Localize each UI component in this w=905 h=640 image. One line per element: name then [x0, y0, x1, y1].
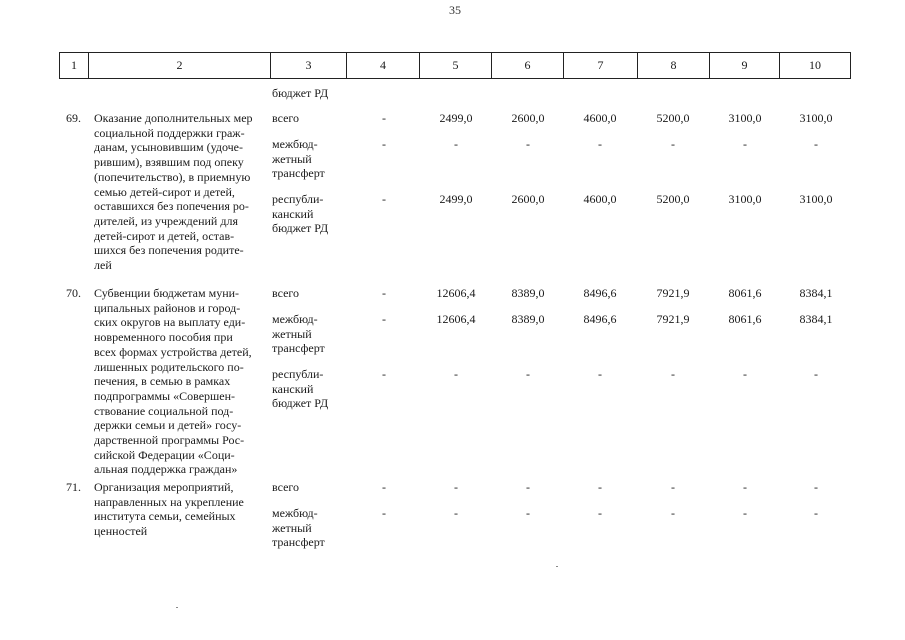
column-4-value: -: [382, 312, 386, 326]
funding-source-label: межбюд-: [272, 137, 318, 151]
header-cell-9: 9: [710, 53, 780, 78]
row-number: 71.: [66, 480, 81, 494]
amount-cell: -: [671, 367, 675, 381]
amount-cell: -: [743, 137, 747, 151]
amount-cell: -: [671, 480, 675, 494]
amount-cell: -: [671, 506, 675, 520]
amount-cell: 8061,6: [728, 286, 762, 300]
funding-source-label: бюджет РД: [272, 396, 329, 411]
amount-cell: 8389,0: [511, 312, 545, 326]
row-description-line: печения, в семью в рамках: [94, 374, 231, 389]
header-cell-3: 3: [271, 53, 347, 78]
amount-cell: 4600,0: [583, 192, 617, 206]
row-description-line: альная поддержка граждан»: [94, 462, 238, 477]
column-4-value: -: [382, 192, 386, 206]
amount-cell: 2600,0: [511, 192, 545, 206]
funding-source-label: республи-: [272, 192, 324, 206]
row-number: 69.: [66, 111, 81, 125]
amount-cell: 2499,0: [439, 111, 473, 125]
row-description-line: Оказание дополнительных мер: [94, 111, 253, 125]
funding-source-label: канский: [272, 381, 314, 396]
amount-cell: -: [526, 506, 530, 520]
amount-cell: -: [454, 480, 458, 494]
amount-cell: -: [454, 137, 458, 151]
row-description-line: шихся без попечения родите-: [94, 243, 244, 258]
scan-speck: [556, 566, 558, 567]
row-description-line: всех формах устройства детей,: [94, 344, 252, 359]
row-description-line: ципальных районов и город-: [94, 300, 241, 315]
column-4-value: -: [382, 286, 386, 300]
amount-cell: -: [598, 367, 602, 381]
row-description-line: семью детей-сирот и детей,: [94, 184, 235, 199]
header-cell-4: 4: [347, 53, 420, 78]
amount-cell: 2499,0: [439, 192, 473, 206]
row-description-line: ствование социальной под-: [94, 403, 234, 418]
row-description-line: дителей, из учреждений для: [94, 213, 238, 228]
row-description-line: ценностей: [94, 524, 148, 539]
row-description-line: (попечительство), в приемную: [94, 169, 251, 184]
amount-cell: -: [743, 506, 747, 520]
amount-cell: -: [743, 367, 747, 381]
amount-cell: 4600,0: [583, 111, 617, 125]
amount-cell: -: [743, 480, 747, 494]
funding-source-label: межбюд-: [272, 506, 318, 520]
amount-cell: -: [526, 367, 530, 381]
row-description-line: сийской Федерации «Соци-: [94, 447, 235, 462]
scan-speck: [176, 607, 178, 608]
amount-cell: -: [814, 367, 818, 381]
funding-source-label: бюджет РД: [272, 221, 329, 236]
amount-cell: 7921,9: [656, 286, 690, 300]
amount-cell: -: [526, 137, 530, 151]
page-number: 35: [449, 3, 461, 17]
funding-source-label: трансферт: [272, 535, 325, 550]
amount-cell: 8384,1: [799, 312, 833, 326]
amount-cell: 2600,0: [511, 111, 545, 125]
header-cell-10: 10: [780, 53, 851, 78]
amount-cell: 12606,4: [436, 312, 476, 326]
amount-cell: -: [671, 137, 675, 151]
amount-cell: 8384,1: [799, 286, 833, 300]
amount-cell: -: [454, 367, 458, 381]
row-description-line: держки семьи и детей» госу-: [94, 418, 242, 433]
amount-cell: 12606,4: [436, 286, 476, 300]
row-description-line: лей: [94, 258, 112, 272]
amount-cell: -: [598, 137, 602, 151]
column-4-value: -: [382, 137, 386, 151]
funding-source-label: республи-: [272, 367, 324, 381]
column-4-value: -: [382, 480, 386, 494]
funding-source-label: трансферт: [272, 341, 325, 356]
amount-cell: 3100,0: [799, 192, 833, 206]
row-description-line: направленных на укрепление: [94, 494, 244, 509]
row-description-line: подпрограммы «Совершен-: [94, 388, 236, 403]
funding-source-label: жетный: [272, 326, 312, 341]
column-4-value: -: [382, 367, 386, 381]
column-4-value: -: [382, 506, 386, 520]
row-description-line: новременного пособия при: [94, 330, 233, 345]
header-cell-7: 7: [564, 53, 638, 78]
table-header: [59, 52, 851, 79]
amount-cell: 5200,0: [656, 111, 690, 125]
row-description-line: Организация мероприятий,: [94, 480, 234, 494]
row-description-line: ских округов на выплату еди-: [94, 315, 246, 330]
amount-cell: 3100,0: [728, 192, 762, 206]
amount-cell: 8496,6: [583, 312, 617, 326]
amount-cell: 8061,6: [728, 312, 762, 326]
funding-source-label: всего: [272, 286, 300, 300]
row-description-line: данам, усыновившим (удоче-: [94, 140, 243, 155]
row-number: 70.: [66, 286, 81, 300]
carry-over-source: бюджет РД: [272, 86, 329, 100]
amount-cell: 5200,0: [656, 192, 690, 206]
header-cell-5: 5: [420, 53, 492, 78]
funding-source-label: жетный: [272, 520, 312, 535]
row-description-line: социальной поддержки граж-: [94, 125, 245, 140]
row-description-line: института семьи, семейных: [94, 509, 236, 524]
row-description-line: Субвенции бюджетам муни-: [94, 286, 240, 300]
funding-source-label: канский: [272, 206, 314, 221]
amount-cell: 3100,0: [728, 111, 762, 125]
amount-cell: 7921,9: [656, 312, 690, 326]
amount-cell: 3100,0: [799, 111, 833, 125]
amount-cell: -: [526, 480, 530, 494]
row-description-line: дарственной программы Рос-: [94, 433, 245, 447]
header-cell-2: 2: [89, 53, 271, 78]
row-description-line: рившим), взявшим под опеку: [94, 155, 244, 170]
amount-cell: -: [814, 506, 818, 520]
funding-source-label: межбюд-: [272, 312, 318, 326]
column-4-value: -: [382, 111, 386, 125]
funding-source-label: жетный: [272, 151, 312, 166]
amount-cell: -: [814, 480, 818, 494]
header-cell-6: 6: [492, 53, 564, 78]
amount-cell: -: [598, 480, 602, 494]
funding-source-label: трансферт: [272, 166, 325, 181]
amount-cell: -: [454, 506, 458, 520]
amount-cell: 8389,0: [511, 286, 545, 300]
amount-cell: -: [814, 137, 818, 151]
header-cell-1: 1: [59, 53, 89, 78]
header-cell-8: 8: [638, 53, 710, 78]
row-description-line: лишенных родительского по-: [94, 359, 244, 374]
row-description-line: детей-сирот и детей, остав-: [94, 228, 235, 243]
amount-cell: -: [598, 506, 602, 520]
funding-source-label: всего: [272, 111, 300, 125]
row-description-line: оставшихся без попечения ро-: [94, 199, 249, 214]
amount-cell: 8496,6: [583, 286, 617, 300]
funding-source-label: всего: [272, 480, 300, 494]
